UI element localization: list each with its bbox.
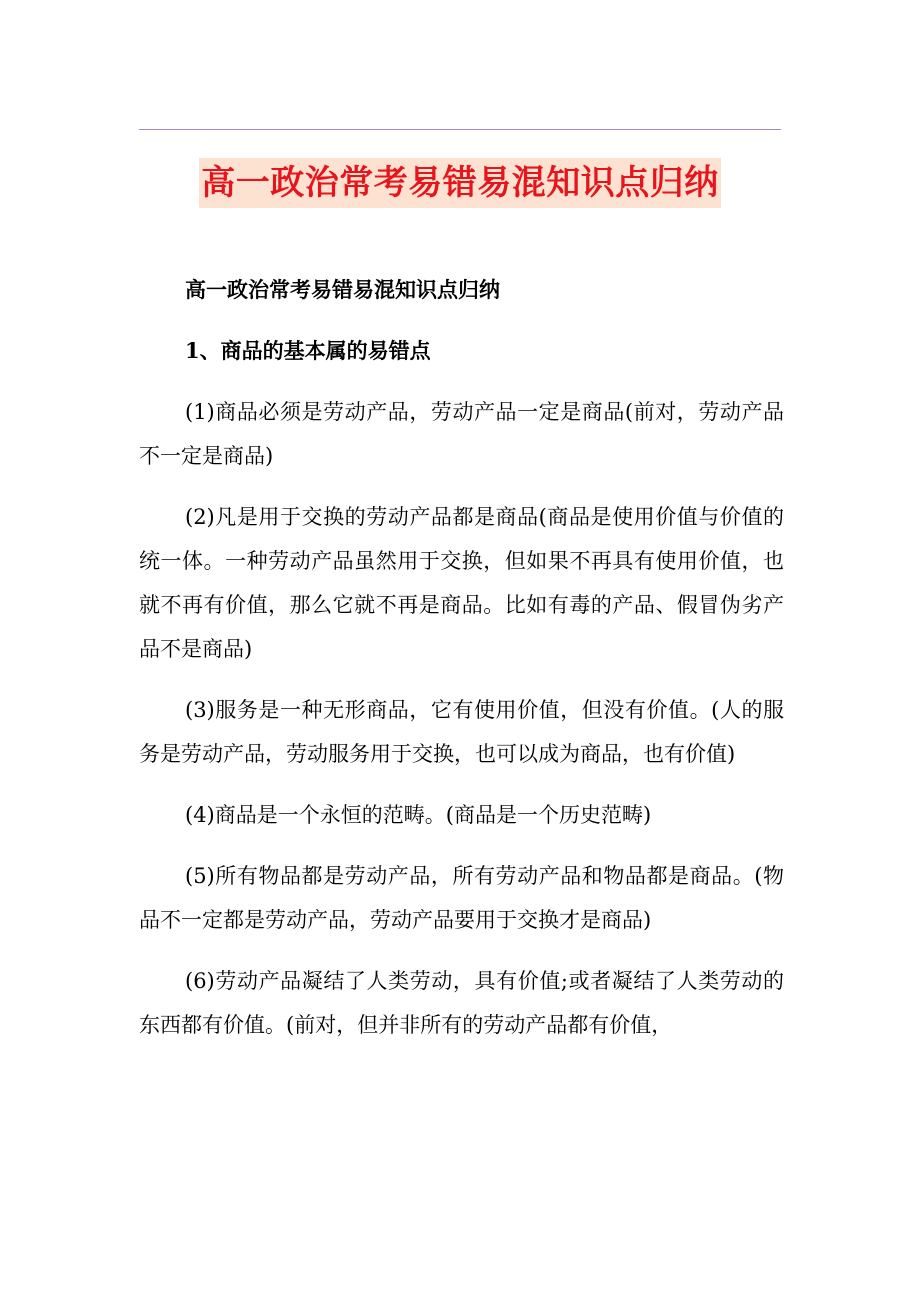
- document-title: [0, 158, 920, 208]
- paragraph-item-5: (5)所有物品都是劳动产品，所有劳动产品和物品都是商品。(物品不一定都是劳动产品，劳动产品要用于交换才是商品): [139, 864, 784, 932]
- document-title-text: 高一政治常考易错易混知识点归纳: [199, 158, 721, 208]
- section-heading: 1、商品的基本属的易错点: [185, 338, 431, 363]
- subtitle-heading: 高一政治常考易错易混知识点归纳: [185, 277, 500, 302]
- paragraph-item-6: (6)劳动产品凝结了人类劳动，具有价值;或者凝结了人类劳动的东西都有价值。(前对，但并非所有的劳动产品都有价值，: [139, 969, 784, 1037]
- header-divider: [139, 129, 781, 130]
- document-body: [139, 268, 784, 1064]
- paragraph-item-2: (2)凡是用于交换的劳动产品都是商品(商品是使用价值与价值的统一体。一种劳动产品虽然用于交换，但如果不再具有使用价值，也就不再有价值，那么它就不再是商品。比如有毒的产品、假冒伪劣产品不是商品): [139, 505, 784, 661]
- paragraph-item-3: (3)服务是一种无形商品，它有使用价值，但没有价值。(人的服务是劳动产品，劳动服务用于交换，也可以成为商品，也有价值): [139, 698, 784, 766]
- paragraph-item-4: (4)商品是一个永恒的范畴。(商品是一个历史范畴): [185, 803, 652, 827]
- paragraph-item-1: (1)商品必须是劳动产品，劳动产品一定是商品(前对，劳动产品不一定是商品): [139, 400, 784, 468]
